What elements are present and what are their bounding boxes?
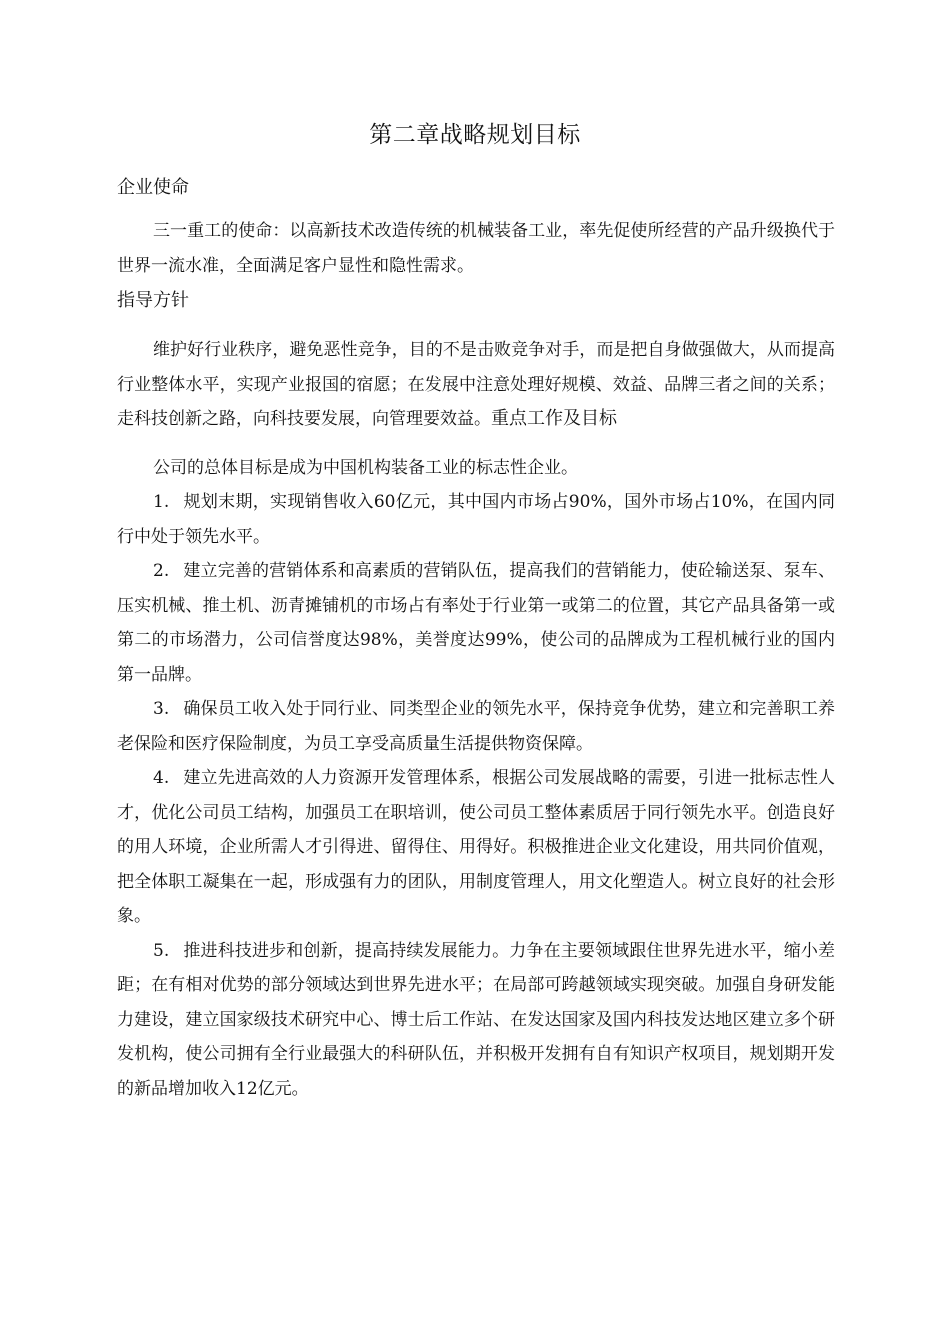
goal-item-1 bbox=[117, 485, 835, 554]
goal-number: 3. bbox=[153, 699, 170, 719]
goal-text: 规划末期，实现销售收入60亿元，其中国内市场占90%，国外市场占10%，在国内同行中处于领先水平。 bbox=[117, 492, 835, 547]
goal-number: 1. bbox=[153, 492, 170, 512]
goal-text: 确保员工收入处于同行业、同类型企业的领先水平，保持竞争优势，建立和完善职工养老保险和医疗保险制度，为员工享受高质量生活提供物资保障。 bbox=[117, 699, 835, 754]
goal-item-5 bbox=[117, 934, 835, 1107]
goals-heading: 重点工作及目标 bbox=[491, 408, 617, 429]
guideline-paragraph bbox=[117, 333, 835, 437]
goal-item-2 bbox=[117, 554, 835, 692]
goal-number: 5. bbox=[153, 940, 170, 961]
guideline-text: 维护好行业秩序，避免恶性竞争，目的不是击败竞争对手，而是把自身做强做大，从而提高行业整体水平，实现产业报国的宿愿；在发展中注意处理好规模、效益、品牌三者之间的关系；走科技创新之路，向科技要发展，向管理要效益。 bbox=[117, 340, 835, 429]
goal-number: 2. bbox=[153, 561, 170, 581]
mission-heading: 企业使命 bbox=[117, 177, 189, 198]
goal-item-3 bbox=[117, 692, 835, 761]
page-title: 第二章战略规划目标 bbox=[369, 122, 581, 148]
goal-item-4 bbox=[117, 761, 835, 934]
goal-text: 建立完善的营销体系和高素质的营销队伍，提高我们的营销能力，使砼输送泵、泵车、压实机械、推土机、沥青摊铺机的市场占有率处于行业第一或第二的位置，其它产品具备第一或第二的市场潜力，公司信誉度达98%，美誉度达99%，使公司的品牌成为工程机械行业的国内第一品牌。 bbox=[117, 561, 835, 685]
guideline-heading: 指导方针 bbox=[117, 290, 189, 311]
mission-paragraph: 三一重工的使命：以高新技术改造传统的机械装备工业，率先促使所经营的产品升级换代于世界一流水准，全面满足客户显性和隐性需求。 bbox=[117, 221, 835, 276]
goals-intro: 公司的总体目标是成为中国机构装备工业的标志性企业。 bbox=[153, 457, 578, 478]
goal-number: 4. bbox=[153, 768, 170, 788]
document-body bbox=[117, 170, 835, 1106]
goal-text: 推进科技进步和创新，提高持续发展能力。力争在主要领域跟住世界先进水平，缩小差距；在有相对优势的部分领域达到世界先进水平；在局部可跨越领域实现突破。加强自身研发能力建设，建立国家级技术研究中心、博士后工作站、在发达国家及国内科技发达地区建立多个研发机构，使公司拥有全行业最强大的科研队伍，并积极开发拥有自有知识产权项目，规划期开发的新品增加收入12亿元。 bbox=[117, 940, 835, 1099]
goal-text: 建立先进高效的人力资源开发管理体系，根据公司发展战略的需要，引进一批标志性人才，优化公司员工结构，加强员工在职培训，使公司员工整体素质居于同行领先水平。创造良好的用人环境，企业所需人才引得进、留得住、用得好。积极推进企业文化建设，用共同价值观，把全体职工凝集在一起，形成强有力的团队，用制度管理人，用文化塑造人。树立良好的社会形象。 bbox=[117, 768, 835, 926]
